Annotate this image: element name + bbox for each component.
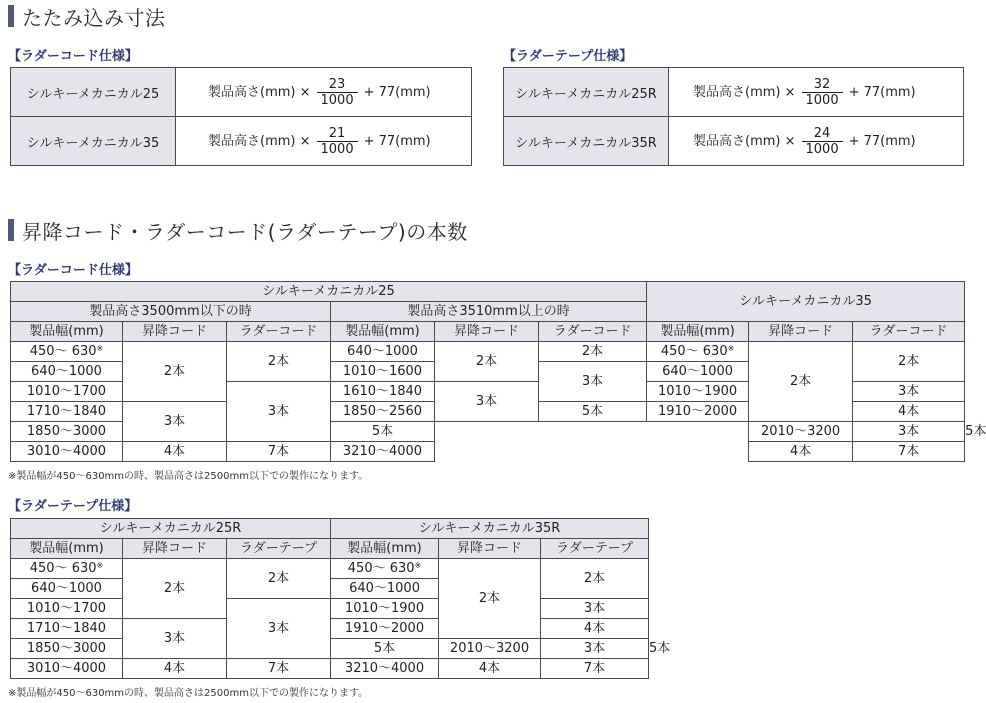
lift-cell: 4本	[123, 442, 227, 462]
table-header-row	[11, 282, 965, 302]
lift-cell: 3本	[435, 382, 539, 422]
fraction: $\frac{32}{1000}$	[802, 77, 843, 108]
model-name: シルキーメカニカル35R	[504, 117, 669, 166]
column-header: 製品幅(mm)	[331, 322, 435, 342]
section-heading-cord-count	[8, 219, 468, 244]
formula: 製品高さ(mm) × $\frac{24}{1000}$ + 77(mm)	[669, 117, 964, 166]
fraction: $\frac{23}{1000}$	[317, 77, 358, 108]
tape-cell: 7本	[227, 659, 331, 679]
ladder-cell: 2本	[539, 342, 647, 362]
width-cell: 1010～1900	[647, 382, 749, 402]
spec-label-ladder-cord: 【ラダーコード仕様】	[8, 49, 138, 64]
ladder-cell: 2本	[227, 342, 331, 382]
column-header: ラダーコード	[227, 322, 331, 342]
formula: 製品高さ(mm) × $\frac{23}{1000}$ + 77(mm)	[176, 68, 472, 117]
spec-label-ladder-tape: 【ラダーテープ仕様】	[503, 49, 633, 64]
tape-cell: 3本	[541, 599, 649, 619]
table-row	[504, 117, 964, 166]
tape-cell: 7本	[541, 659, 649, 679]
width-cell: 3210～4000	[331, 659, 439, 679]
model-name: シルキーメカニカル25	[11, 68, 176, 117]
width-cell: 1710～1840	[11, 402, 123, 422]
width-cell: 640～1000	[647, 362, 749, 382]
ladder-cell: 3本	[227, 382, 331, 442]
ladder-cell: 7本	[227, 442, 331, 462]
lift-cell: 2本	[123, 342, 227, 402]
model-header: シルキーメカニカル25R	[11, 519, 331, 539]
tape-cell: 2本	[227, 559, 331, 599]
spec-label-ladder-cord: 【ラダーコード仕様】	[8, 263, 138, 278]
lift-cell: 2本	[435, 342, 539, 382]
lift-cell: 3本	[853, 422, 965, 442]
spec-label-ladder-tape: 【ラダーテープ仕様】	[8, 499, 138, 514]
table-row: 1850～3000 5本 2010～3200 3本 5本	[11, 422, 965, 442]
heading-band	[466, 219, 962, 241]
lift-cell: 4本	[439, 659, 541, 679]
lift-cell: 3本	[541, 639, 649, 659]
model-header: シルキーメカニカル35	[647, 282, 965, 322]
width-cell: 1010～1600	[331, 362, 435, 382]
section-title: 昇降コード・ラダーコード(ラダーテープ)の本数	[22, 219, 468, 244]
lift-cell: 4本	[123, 659, 227, 679]
width-cell: 450～ 630※	[11, 342, 123, 362]
tape-cell: 4本	[541, 619, 649, 639]
column-header: ラダーテープ	[227, 539, 331, 559]
width-cell: 1850～3000	[11, 422, 123, 442]
width-cell: 3210～4000	[331, 442, 435, 462]
column-header: 製品幅(mm)	[647, 322, 749, 342]
ladder-cell: 7本	[853, 442, 965, 462]
lift-cell: 3本	[123, 619, 227, 659]
formula: 製品高さ(mm) × $\frac{32}{1000}$ + 77(mm)	[669, 68, 964, 117]
width-cell: 1850～3000	[11, 639, 123, 659]
ladder-cell: 5本	[331, 422, 435, 442]
fraction: $\frac{21}{1000}$	[317, 126, 358, 157]
table-row	[11, 342, 965, 362]
column-header: 昇降コード	[435, 322, 539, 342]
width-cell: 1010～1900	[331, 599, 439, 619]
width-cell: 1910～2000	[331, 619, 439, 639]
folding-table-ladder-cord	[10, 67, 472, 166]
width-cell: 2010～3200	[749, 422, 853, 442]
footnote: ※製品幅が450～630mmの時、製品高さは2500mm以下での製作になります。	[8, 471, 369, 482]
condition-header: 製品高さ3500mm以下の時	[11, 302, 331, 322]
tape-cell: 2本	[541, 559, 649, 599]
model-header: シルキーメカニカル25	[11, 282, 647, 302]
lift-cell: 4本	[749, 442, 853, 462]
section-title: たたみ込み寸法	[22, 5, 166, 30]
column-header: 製品幅(mm)	[11, 539, 123, 559]
width-cell: 640～1000	[331, 342, 435, 362]
column-header: ラダーコード	[853, 322, 965, 342]
column-header: ラダーコード	[539, 322, 647, 342]
width-cell: 1710～1840	[11, 619, 123, 639]
heading-bar	[8, 219, 14, 241]
width-cell: 640～1000	[11, 579, 123, 599]
lift-cell: 2本	[749, 342, 853, 422]
ladder-cell: 4本	[853, 402, 965, 422]
table-row	[11, 559, 649, 579]
footnote: ※製品幅が450～630mmの時、製品高さは2500mm以下での製作になります。	[8, 688, 369, 699]
column-header: 昇降コード	[439, 539, 541, 559]
tape-count-table	[10, 518, 671, 679]
table-header-row	[11, 322, 965, 342]
ladder-cell: 3本	[853, 382, 965, 402]
lift-cell: 2本	[123, 559, 227, 619]
table-row	[11, 117, 472, 166]
model-header: シルキーメカニカル35R	[331, 519, 649, 539]
column-header: 昇降コード	[123, 322, 227, 342]
width-cell: 1610～1840	[331, 382, 435, 402]
width-cell: 450～ 630※	[331, 559, 439, 579]
column-header: 昇降コード	[123, 539, 227, 559]
width-cell: 3010～4000	[11, 659, 123, 679]
table-header-row	[11, 519, 649, 539]
formula: 製品高さ(mm) × $\frac{21}{1000}$ + 77(mm)	[176, 117, 472, 166]
width-cell: 640～1000	[11, 362, 123, 382]
width-cell: 3010～4000	[11, 442, 123, 462]
tape-cell: 5本	[331, 639, 439, 659]
table-row	[11, 599, 649, 619]
width-cell: 1910～2000	[647, 402, 749, 422]
heading-bar	[8, 5, 14, 27]
cord-count-table	[10, 281, 986, 462]
ladder-cell: 2本	[853, 342, 965, 382]
table-header-row	[11, 539, 649, 559]
condition-header: 製品高さ3510mm以上の時	[331, 302, 647, 322]
width-cell: 450～ 630※	[11, 559, 123, 579]
table-row	[11, 68, 472, 117]
table-row	[504, 68, 964, 117]
width-cell: 640～1000	[331, 579, 439, 599]
folding-table-ladder-tape	[503, 67, 964, 166]
width-cell: 450～ 630※	[647, 342, 749, 362]
model-name: シルキーメカニカル35	[11, 117, 176, 166]
column-header: 製品幅(mm)	[331, 539, 439, 559]
lift-cell: 3本	[123, 402, 227, 442]
width-cell: 1850～2560	[331, 402, 435, 422]
lift-cell: 2本	[439, 559, 541, 639]
column-header: 製品幅(mm)	[11, 322, 123, 342]
column-header: ラダーテープ	[541, 539, 649, 559]
ladder-cell: 3本	[539, 362, 647, 402]
model-name: シルキーメカニカル25R	[504, 68, 669, 117]
width-cell: 1010～1700	[11, 599, 123, 619]
tape-cell: 3本	[227, 599, 331, 659]
heading-band	[176, 5, 962, 27]
width-cell: 1010～1700	[11, 382, 123, 402]
table-row	[11, 659, 649, 679]
fraction: $\frac{24}{1000}$	[802, 126, 843, 157]
table-row: 1850～3000 5本 2010～3200 3本 5本	[11, 639, 649, 659]
column-header: 昇降コード	[749, 322, 853, 342]
empty-area	[435, 422, 749, 462]
width-cell: 2010～3200	[439, 639, 541, 659]
section-heading-folding	[8, 5, 166, 30]
ladder-cell: 5本	[539, 402, 647, 422]
